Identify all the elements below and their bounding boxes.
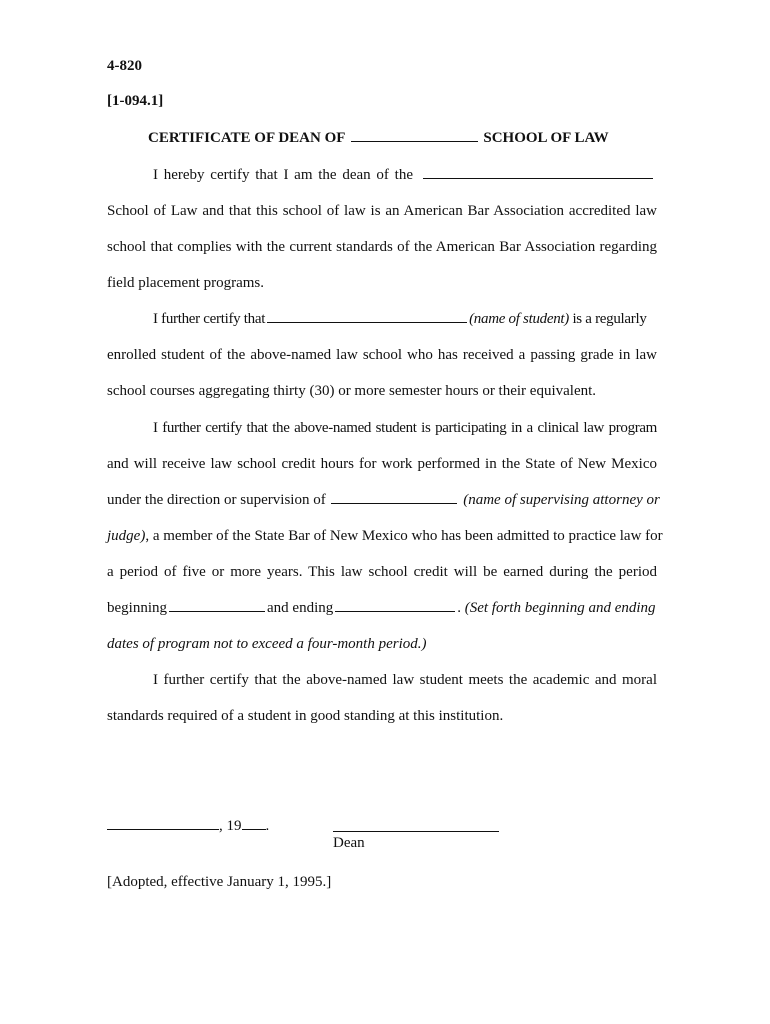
beginning-date-blank[interactable] bbox=[169, 610, 265, 612]
date-end-dot: . bbox=[265, 818, 270, 834]
date-line bbox=[107, 818, 269, 835]
para3-line5: a period of five or more years. This law school credit will be earned during the period bbox=[107, 564, 657, 580]
para3-line4-rest: , a member of the State Bar of New Mexico who has been admitted to practice law for bbox=[145, 528, 663, 544]
law-school-blank[interactable] bbox=[423, 177, 653, 179]
para4-line2: standards required of a student in good standing at this institution. bbox=[107, 708, 504, 724]
title-prefix: CERTIFICATE OF DEAN OF bbox=[148, 130, 345, 146]
para3-line6 bbox=[107, 600, 656, 617]
para2-line3: school courses aggregating thirty (30) or more semester hours or their equivalent. bbox=[107, 383, 597, 399]
para1-line4: field placement programs. bbox=[107, 275, 265, 291]
student-name-hint: (name of student) bbox=[469, 311, 569, 327]
ending-label: and ending bbox=[267, 600, 334, 616]
para2-line1-prefix: I further certify that bbox=[153, 311, 266, 327]
para3-line3 bbox=[107, 492, 660, 509]
rule-reference: [1-094.1] bbox=[107, 93, 164, 109]
ending-date-blank[interactable] bbox=[335, 610, 455, 612]
para1-line2: School of Law and that this school of law is an American Bar Association accredited law bbox=[107, 203, 657, 219]
year-prefix: , 19 bbox=[219, 818, 242, 834]
dates-hint: (Set forth beginning and ending bbox=[464, 600, 656, 616]
certificate-title bbox=[148, 130, 609, 147]
para3-line2: and will receive law school credit hours for work performed in the State of New Mexico bbox=[107, 456, 657, 472]
rule-number: 4-820 bbox=[107, 58, 142, 74]
supervisor-hint: (name of supervising attorney or bbox=[463, 492, 660, 508]
para3-line4 bbox=[107, 528, 663, 545]
dean-signature-line[interactable] bbox=[333, 831, 499, 832]
beginning-label: beginning bbox=[107, 600, 167, 616]
para2-line1 bbox=[153, 311, 647, 328]
student-name-blank[interactable] bbox=[267, 321, 467, 323]
supervisor-name-blank[interactable] bbox=[331, 502, 457, 504]
period-dot: . bbox=[457, 600, 461, 616]
dean-label: Dean bbox=[333, 835, 365, 851]
para1-line1-text: I hereby certify that I am the dean of the bbox=[153, 167, 413, 183]
para3-line7: dates of program not to exceed a four-month period.) bbox=[107, 636, 427, 652]
school-name-blank[interactable] bbox=[351, 140, 478, 142]
para3-line3-prefix: under the direction or supervision of bbox=[107, 492, 326, 508]
year-blank[interactable] bbox=[242, 828, 266, 830]
para1-line1 bbox=[153, 167, 655, 184]
para2-line2: enrolled student of the above-named law school who has received a passing grade in law bbox=[107, 347, 657, 363]
para3-line1: I further certify that the above-named student is participating in a clinical law program bbox=[153, 420, 657, 436]
para2-line1-suffix: is a regularly bbox=[572, 311, 647, 327]
title-suffix: SCHOOL OF LAW bbox=[483, 130, 609, 146]
adopted-note: [Adopted, effective January 1, 1995.] bbox=[107, 874, 332, 890]
supervisor-hint-end: judge) bbox=[107, 528, 146, 544]
para1-line3: school that complies with the current standards of the American Bar Association regarding bbox=[107, 239, 657, 255]
date-blank[interactable] bbox=[107, 828, 219, 830]
para4-line1: I further certify that the above-named law student meets the academic and moral bbox=[153, 672, 657, 688]
